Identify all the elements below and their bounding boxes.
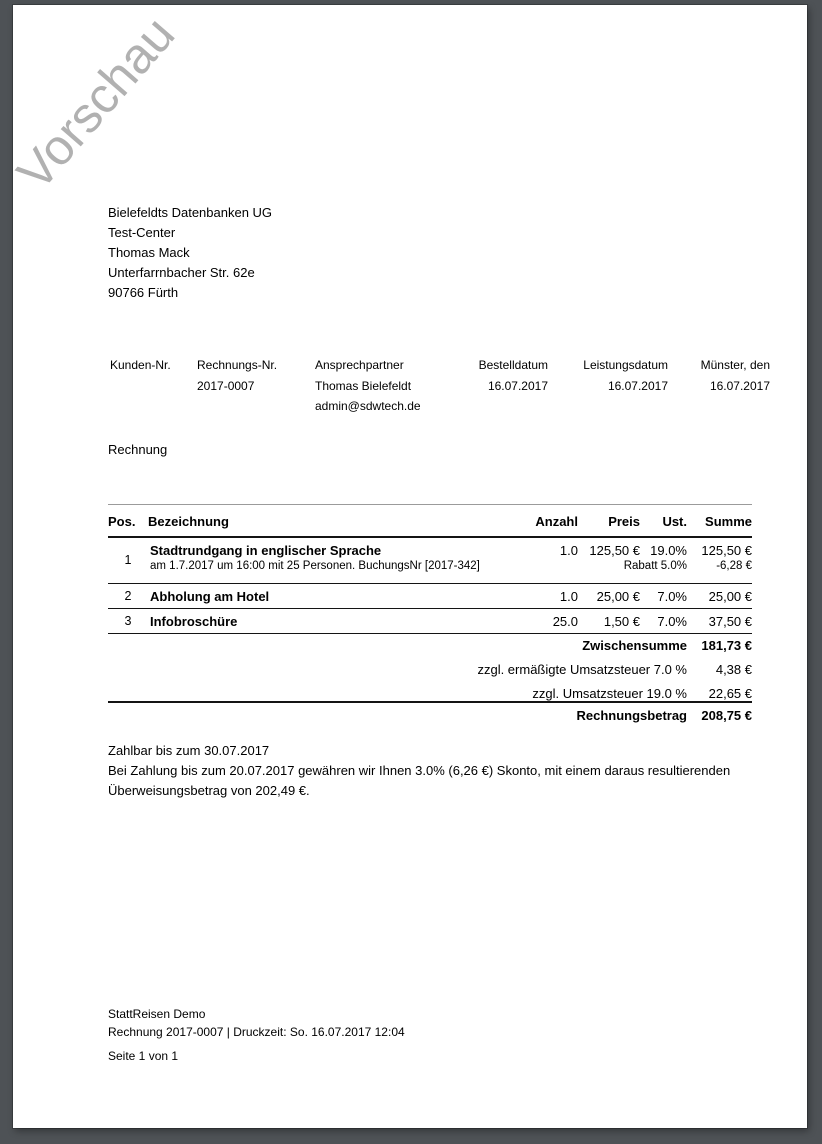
- recipient-address: [108, 203, 272, 303]
- vat19-value: 22,65 €: [708, 686, 752, 701]
- order-date-value: 16.07.2017: [487, 379, 548, 393]
- document-title: Rechnung: [108, 442, 168, 457]
- recipient-city: 90766 Fürth: [108, 285, 179, 300]
- col-header-preis: Preis: [608, 514, 640, 529]
- skonto-line-1: Bei Zahlung bis zum 20.07.2017 gewähren wir Ihnen 3.0% (6,26 €) Skonto, mit einem daraus resultierenden: [108, 763, 731, 778]
- payment-due-line: Zahlbar bis zum 30.07.2017: [108, 743, 270, 758]
- col-header-summe: Summe: [705, 514, 752, 529]
- vat19-label: zzgl. Umsatzsteuer 19.0 %: [532, 686, 687, 701]
- subtotal-row: [108, 638, 752, 653]
- item-row-1: [108, 537, 752, 559]
- item-1-pos: 1: [124, 553, 132, 567]
- item-2-summe: 25,00 €: [708, 589, 752, 604]
- contact-email: admin@sdwtech.de: [315, 399, 421, 413]
- item-row-2: [108, 584, 752, 609]
- invoice-number-value: 2017-0007: [197, 379, 255, 393]
- footer-print-info: Rechnung 2017-0007 | Druckzeit: So. 16.07.2017 12:04: [108, 1025, 405, 1039]
- item-1-rabatt-label: Rabatt 5.0%: [623, 560, 687, 572]
- contact-name: Thomas Bielefeldt: [315, 379, 412, 393]
- col-header-bezeichnung: Bezeichnung: [148, 514, 229, 529]
- item-2-pos: 2: [124, 589, 132, 603]
- grand-total-value: 208,75 €: [701, 708, 752, 723]
- recipient-person: Thomas Mack: [108, 245, 190, 260]
- item-2-preis: 25,00 €: [596, 589, 640, 604]
- item-1-ust: 19.0%: [650, 543, 687, 558]
- recipient-company: Bielefeldts Datenbanken UG: [108, 205, 273, 220]
- item-2-ust: 7.0%: [657, 589, 687, 604]
- place-date-label: Münster, den: [700, 358, 770, 372]
- col-header-pos: Pos.: [108, 514, 136, 529]
- vat7-value: 4,38 €: [715, 662, 752, 677]
- place-date-value: 16.07.2017: [709, 379, 770, 393]
- order-date-label: Bestelldatum: [478, 358, 548, 372]
- contact-label: Ansprechpartner: [315, 358, 404, 372]
- item-1-preis: 125,50 €: [589, 543, 640, 558]
- item-1-note-text: am 1.7.2017 um 16:00 mit 25 Personen. BuchungsNr [2017-342]: [150, 560, 480, 572]
- item-1-rabatt-value: -6,28 €: [716, 560, 752, 572]
- service-date-value: 16.07.2017: [607, 379, 668, 393]
- vat7-label: zzgl. ermäßigte Umsatzsteuer 7.0 %: [477, 662, 687, 677]
- item-2-anzahl: 1.0: [559, 589, 578, 604]
- item-row-1-note: [108, 559, 752, 584]
- item-3-pos: 3: [124, 614, 132, 628]
- item-3-anzahl: 25.0: [552, 614, 578, 629]
- payment-terms: [108, 741, 730, 801]
- item-2-name: Abholung am Hotel: [150, 589, 270, 604]
- grand-total-label: Rechnungsbetrag: [576, 708, 687, 723]
- item-3-name: Infobroschüre: [150, 614, 238, 629]
- invoice-number-label: Rechnungs-Nr.: [197, 358, 278, 372]
- preview-watermark: Vorschau: [6, 6, 186, 201]
- item-3-preis: 1,50 €: [603, 614, 640, 629]
- service-date-label: Leistungsdatum: [583, 358, 668, 372]
- invoice-page: [6, 5, 807, 1128]
- vat19-row: [108, 686, 752, 701]
- item-row-3: [108, 609, 752, 634]
- items-table: [108, 504, 752, 634]
- grand-total-rule: [108, 701, 752, 703]
- col-header-anzahl: Anzahl: [535, 514, 578, 529]
- footer-company: StattReisen Demo: [108, 1007, 206, 1021]
- skonto-line-2: Überweisungsbetrag von 202,49 €.: [108, 783, 310, 798]
- vat7-row: [108, 662, 752, 677]
- item-1-summe: 125,50 €: [701, 543, 752, 558]
- item-3-ust: 7.0%: [657, 614, 687, 629]
- subtotal-value: 181,73 €: [701, 638, 752, 653]
- items-header-row: [108, 505, 752, 538]
- customer-number-label: Kunden-Nr.: [110, 358, 171, 372]
- item-3-summe: 37,50 €: [708, 614, 752, 629]
- recipient-street: Unterfarrnbacher Str. 62e: [108, 265, 255, 280]
- item-1-name: Stadtrundgang in englischer Sprache: [150, 543, 382, 558]
- item-1-anzahl: 1.0: [559, 543, 578, 558]
- subtotal-label: Zwischensumme: [582, 638, 687, 653]
- col-header-ust: Ust.: [662, 514, 687, 529]
- recipient-department: Test-Center: [108, 225, 176, 240]
- footer-page-number: Seite 1 von 1: [108, 1049, 179, 1063]
- grand-total-row: [108, 708, 752, 723]
